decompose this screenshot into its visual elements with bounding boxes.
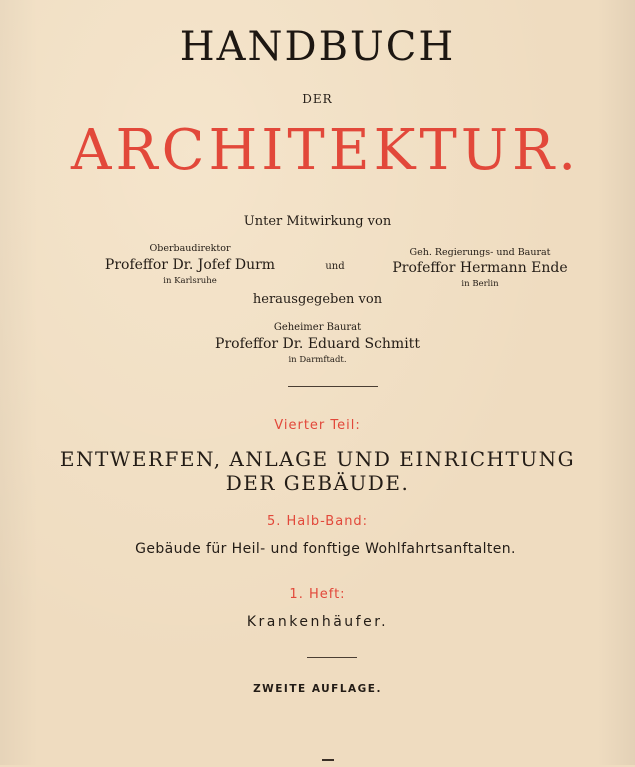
heft-title: Krankenhäufer. bbox=[246, 614, 389, 630]
editor-place: in Darmftadt. bbox=[288, 355, 347, 365]
right-contributor-place: in Berlin bbox=[461, 279, 499, 289]
part-label: Vierter Teil: bbox=[274, 418, 361, 433]
left-contributor-rank: Oberbaudirektor bbox=[149, 243, 231, 254]
halfband-title: Gebäude für Heil- und fonftige Wohlfahrtsanftalten. bbox=[135, 541, 516, 557]
printer-mark bbox=[322, 759, 334, 767]
collaboration-intro: Unter Mitwirkung von bbox=[243, 214, 392, 229]
right-contributor-rank: Geh. Regierungs- und Baurat bbox=[409, 247, 551, 258]
title-der: DER bbox=[302, 92, 333, 106]
title-handbuch: HANDBUCH bbox=[179, 24, 456, 70]
editor-name: Profeffor Dr. Eduard Schmitt bbox=[215, 336, 420, 352]
part-title-line1: ENTWERFEN, ANLAGE UND EINRICHTUNG bbox=[59, 447, 576, 471]
editor-intro: herausgegeben von bbox=[252, 292, 383, 307]
heft-label: 1. Heft: bbox=[289, 587, 346, 602]
halfband-label: 5. Halb-Band: bbox=[266, 514, 369, 529]
left-contributor-name: Profeffor Dr. Jofef Durm bbox=[104, 257, 276, 273]
left-contributor-place: in Karlsruhe bbox=[163, 276, 217, 286]
conjunction-und: und bbox=[325, 261, 345, 272]
edition-label: ZWEITE AUFLAGE. bbox=[253, 683, 382, 695]
divider-rule-2 bbox=[307, 657, 357, 658]
right-contributor-name: Profeffor Hermann Ende bbox=[392, 260, 568, 276]
part-title-line2: DER GEBÄUDE. bbox=[225, 471, 410, 495]
title-architektur: ARCHITEKTUR. bbox=[71, 118, 580, 183]
divider-rule-1 bbox=[288, 386, 378, 387]
editor-rank: Geheimer Baurat bbox=[273, 322, 362, 333]
